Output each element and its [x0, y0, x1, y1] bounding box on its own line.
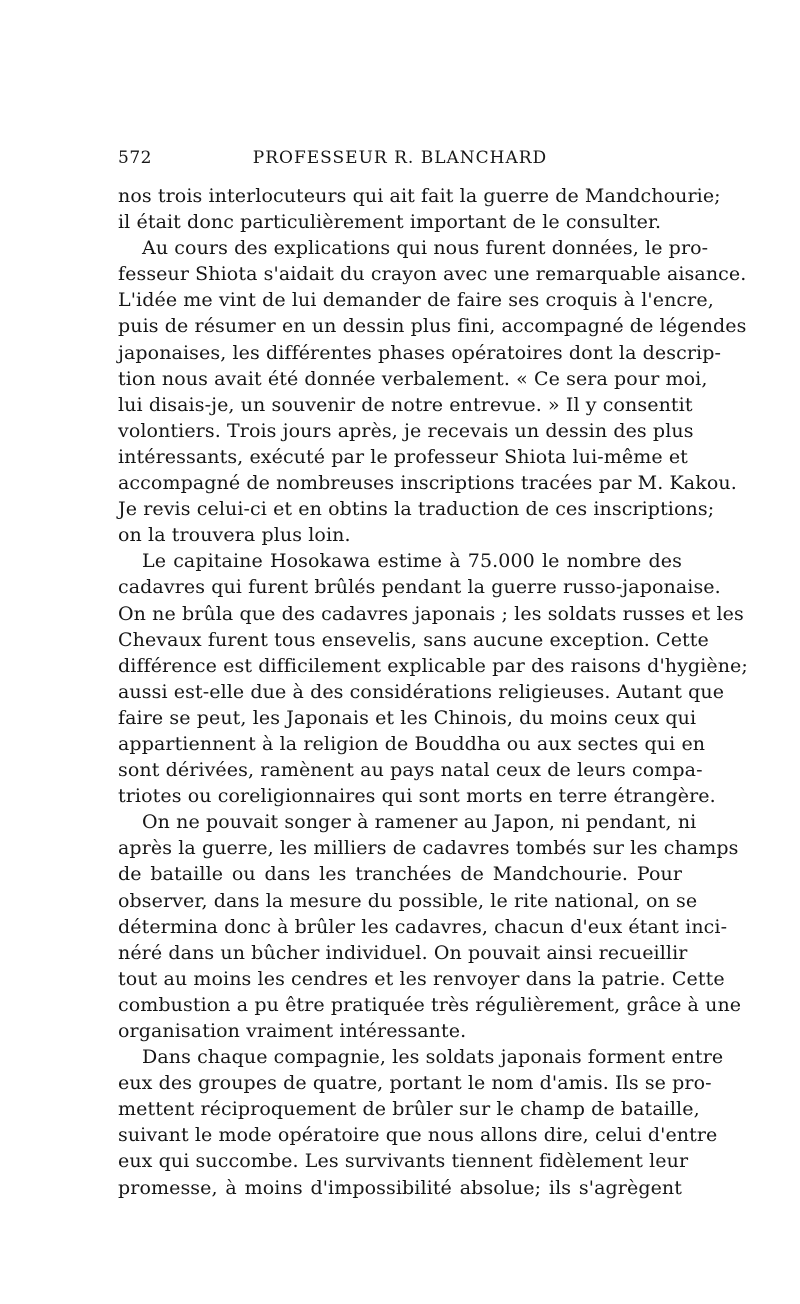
text-line: nos trois interlocuteurs qui ait fait la guerre de Mandchourie; [118, 185, 721, 207]
page-number: 572 [118, 148, 152, 168]
text-line: appartiennent à la religion de Bouddha ou aux sectes qui en [118, 732, 706, 755]
text-line: intéressants, exécuté par le professeur Shiota lui-même et [118, 445, 688, 468]
text-line: volontiers. Trois jours après, je recevais un dessin des plus [118, 419, 694, 442]
text-line: tout au moins les cendres et les renvoyer dans la patrie. Cette [118, 967, 725, 990]
text-line: On ne pouvait songer à ramener au Japon, ni pendant, ni [142, 811, 697, 834]
text-line: après la guerre, les milliers de cadavres tombés sur les champs [118, 837, 739, 860]
running-head: PROFESSEUR R. BLANCHARD [252, 148, 548, 168]
text-line: accompagné de nombreuses inscriptions tracées par M. Kakou. [118, 472, 737, 495]
paragraph [118, 809, 742, 1044]
text-line: japonaises, les différentes phases opératoires dont la descrip- [118, 341, 722, 364]
text-line: triotes ou coreligionnaires qui sont morts en terre étrangère. [118, 785, 716, 808]
text-line: Le capitaine Hosokawa estime à 75.000 le nombre des [142, 550, 682, 573]
text-line: sont dérivées, ramènent au pays natal ceux de leurs compa- [118, 759, 703, 782]
paragraph [118, 548, 748, 809]
body-text [118, 183, 748, 1201]
text-line: fesseur Shiota s'aidait du crayon avec une remarquable aisance. [118, 263, 747, 286]
text-line: organisation vraiment intéressante. [118, 1020, 467, 1042]
text-line: eux qui succombe. Les survivants tiennent fidèlement leur [118, 1150, 689, 1173]
text-line: Dans chaque compagnie, les soldats japonais forment entre [142, 1046, 724, 1069]
text-line: faire se peut, les Japonais et les Chinois, du moins ceux qui [118, 706, 697, 729]
text-line: il était donc particulièrement important de le consulter. [118, 211, 662, 234]
text-line: aussi est-elle due à des considérations religieuses. Autant que [118, 680, 725, 703]
text-line: détermina donc à brûler les cadavres, chacun d'eux étant inci- [118, 915, 728, 938]
text-line: différence est difficilement explicable par des raisons d'hygiène; [118, 654, 748, 677]
text-line: néré dans un bûcher individuel. On pouvait ainsi recueillir [118, 941, 688, 964]
page-header [118, 148, 682, 172]
paragraph [118, 1044, 724, 1201]
text-line: eux des groupes de quatre, portant le nom d'amis. Ils se pro- [118, 1072, 712, 1095]
text-line: Au cours des explications qui nous furent données, le pro- [142, 237, 709, 260]
text-line: Je revis celui-ci et en obtins la traduction de ces inscriptions; [118, 498, 715, 521]
text-line: puis de résumer en un dessin plus fini, accompagné de légendes [118, 315, 747, 338]
text-line: tion nous avait été donnée verbalement. « Ce sera pour moi, [118, 367, 708, 390]
text-line: de bataille ou dans les tranchées de Mandchourie. Pour [118, 863, 682, 886]
paragraph [118, 183, 721, 235]
text-line: mettent réciproquement de brûler sur le champ de bataille, [118, 1098, 700, 1121]
text-line: L'idée me vint de lui demander de faire ses croquis à l'encre, [118, 289, 714, 312]
text-line: combustion a pu être pratiquée très régulièrement, grâce à une [118, 993, 742, 1016]
text-line: on la trouvera plus loin. [118, 524, 351, 547]
text-line: Chevaux furent tous ensevelis, sans aucune exception. Cette [118, 628, 709, 651]
text-line: cadavres qui furent brûlés pendant la guerre russo-japonaise. [118, 576, 721, 599]
paragraph [118, 235, 747, 548]
text-line: promesse, à moins d'impossibilité absolue; ils s'agrègent [118, 1176, 682, 1199]
text-line: lui disais-je, un souvenir de notre entrevue. » Il y consentit [118, 393, 693, 416]
text-line: suivant le mode opératoire que nous allons dire, celui d'entre [118, 1124, 718, 1147]
text-line: observer, dans la mesure du possible, le rite national, on se [118, 889, 698, 912]
text-line: On ne brûla que des cadavres japonais ; les soldats russes et les [118, 602, 744, 625]
